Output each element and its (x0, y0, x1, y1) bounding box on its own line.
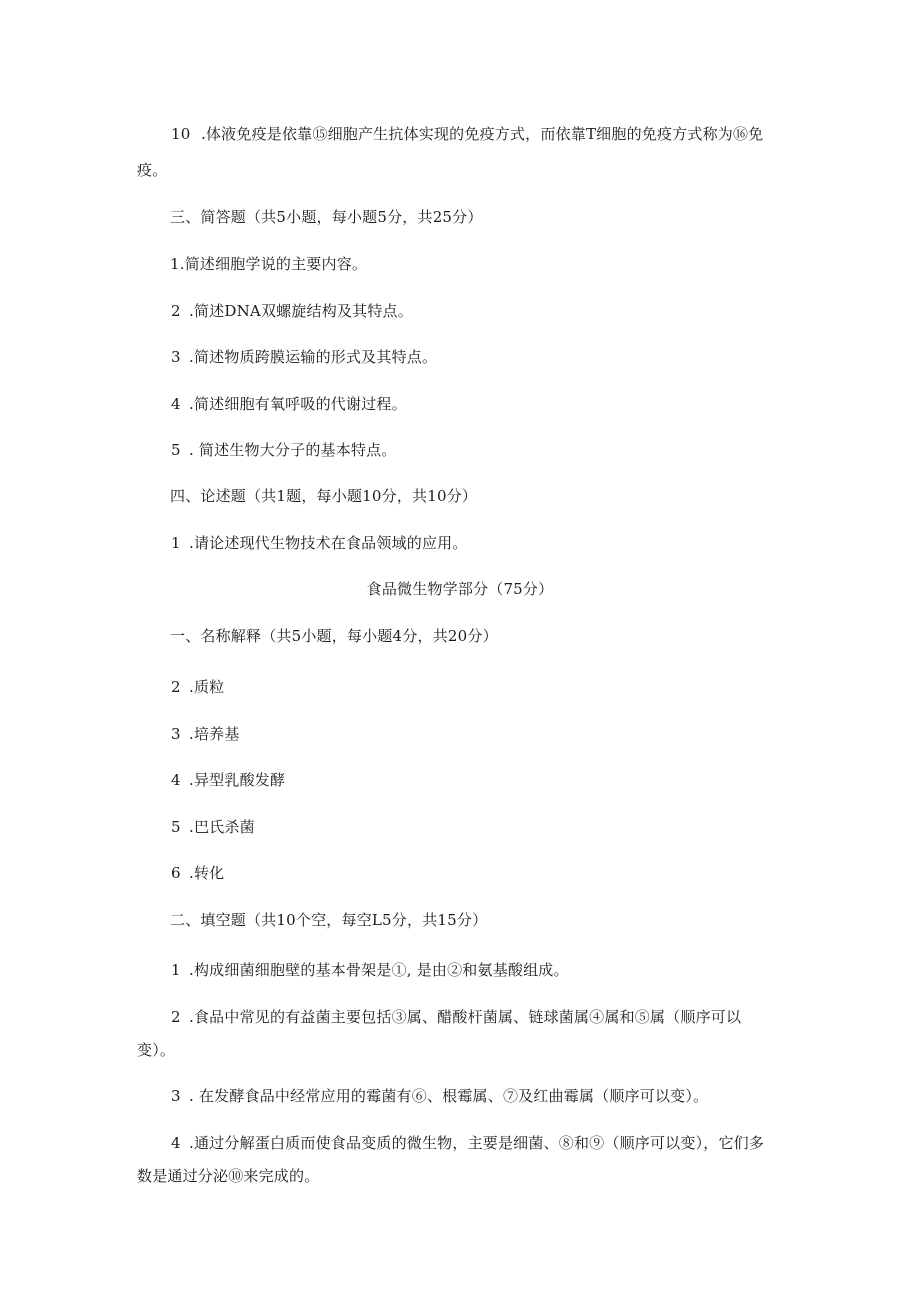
fill-blank-item-1: 1 .构成细菌细胞壁的基本骨架是①, 是由②和氨基酸组成。 (171, 961, 569, 979)
definition-item-2: 2 .质粒 (171, 678, 225, 696)
item-number: 10 (171, 125, 191, 143)
definition-item-5: 5 .巴氏杀菌 (171, 818, 255, 836)
fill-blank-item-2-line2: 变）。 (137, 1041, 176, 1059)
short-answer-item-1: 1.简述细胞学说的主要内容。 (170, 255, 368, 273)
definition-item-6: 6 .转化 (171, 864, 225, 882)
essay-item-1: 1 .请论述现代生物技术在食品领域的应用。 (171, 534, 468, 552)
fill-blank-item-2-line1: 2 .食品中常见的有益菌主要包括③属、醋酸杆菌属、链球菌属④属和⑤属（顺序可以 (171, 1008, 742, 1026)
fill-blank-item-4-line1: 4 .通过分解蛋白质而使食品变质的微生物，主要是细菌、⑧和⑨（顺序可以变），它们多 (171, 1134, 765, 1152)
fill-blank-item-3: 3 . 在发酵食品中经常应用的霉菌有⑥、根霉属、⑦及红曲霉属（顺序可以变）。 (171, 1087, 709, 1105)
section-heading-fill-blank: 二、填空题（共10个空，每空L5分，共15分） (170, 911, 488, 929)
short-answer-item-5: 5 . 简述生物大分子的基本特点。 (171, 441, 397, 459)
item-text: 疫。 (137, 161, 168, 179)
short-answer-item-2: 2 .简述DNA双螺旋结构及其特点。 (171, 302, 413, 320)
definition-item-4: 4 .异型乳酸发酵 (171, 771, 286, 789)
q10-immunity-line1 (171, 124, 763, 144)
definition-item-3: 3 .培养基 (171, 725, 240, 743)
short-answer-item-3: 3 .简述物质跨膜运输的形式及其特点。 (171, 348, 438, 366)
section-heading-definitions: 一、名称解释（共5小题，每小题4分，共20分） (170, 627, 498, 645)
fill-blank-item-4-line2: 数是通过分泌⑩来完成的。 (137, 1167, 320, 1185)
q10-immunity-line2 (137, 160, 167, 180)
item-text: .体液免疫是依靠⑮细胞产生抗体实现的免疫方式，而依靠T细胞的免疫方式称为⑯免 (201, 125, 764, 143)
section-heading-essay: 四、论述题（共1题，每小题10分，共10分） (170, 487, 478, 505)
part-title-food-microbiology: 食品微生物学部分（75分） (366, 580, 554, 598)
section-heading-short-answer: 三、简答题（共5小题，每小题5分，共25分） (170, 208, 483, 226)
short-answer-item-4: 4 .简述细胞有氧呼吸的代谢过程。 (171, 395, 407, 413)
